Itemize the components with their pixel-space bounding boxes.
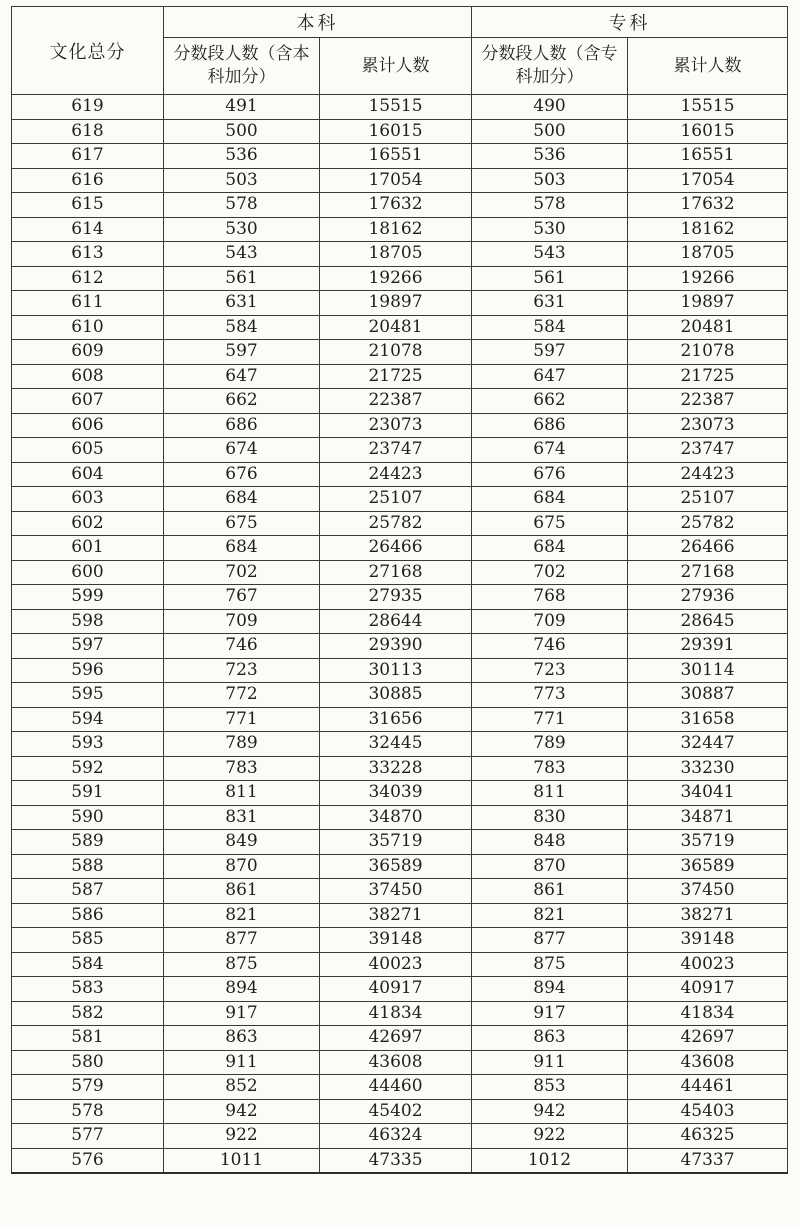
table-row: [12, 487, 788, 512]
zhuanke-cumulative-cell: 16015: [628, 119, 788, 144]
table-row: [12, 413, 788, 438]
benke-segment-cell: 578: [164, 193, 320, 218]
benke-segment-cell: 852: [164, 1075, 320, 1100]
benke-segment-cell: 676: [164, 462, 320, 487]
table-row: [12, 95, 788, 120]
benke-segment-cell: 584: [164, 315, 320, 340]
score-cell: 587: [12, 879, 164, 904]
zhuanke-cumulative-cell: 30114: [628, 658, 788, 683]
zhuanke-segment-cell: 676: [472, 462, 628, 487]
zhuanke-cumulative-cell: 15515: [628, 95, 788, 120]
benke-cumulative-cell: 43608: [320, 1050, 472, 1075]
zhuanke-cumulative-cell: 26466: [628, 536, 788, 561]
table-row: [12, 1099, 788, 1124]
zhuanke-segment-cell: 686: [472, 413, 628, 438]
score-cell: 593: [12, 732, 164, 757]
zhuanke-segment-cell: 863: [472, 1026, 628, 1051]
zhuanke-cumulative-cell: 23073: [628, 413, 788, 438]
benke-cumulative-cell: 34870: [320, 805, 472, 830]
table-row: [12, 781, 788, 806]
score-cell: 611: [12, 291, 164, 316]
benke-cumulative-cell: 47335: [320, 1148, 472, 1173]
zhuanke-segment-cell: 561: [472, 266, 628, 291]
zhuanke-cumulative-cell: 21725: [628, 364, 788, 389]
zhuanke-cumulative-cell: 28645: [628, 609, 788, 634]
score-cell: 590: [12, 805, 164, 830]
zhuanke-segment-cell: 768: [472, 585, 628, 610]
benke-cumulative-cell: 17632: [320, 193, 472, 218]
zhuanke-cumulative-cell: 25107: [628, 487, 788, 512]
score-cell: 594: [12, 707, 164, 732]
benke-segment-cell: 500: [164, 119, 320, 144]
table-row: [12, 438, 788, 463]
table-row: [12, 168, 788, 193]
table-row: [12, 903, 788, 928]
zhuanke-segment-cell: 709: [472, 609, 628, 634]
benke-cumulative-cell: 25782: [320, 511, 472, 536]
zhuanke-cumulative-cell: 43608: [628, 1050, 788, 1075]
benke-cumulative-cell: 21725: [320, 364, 472, 389]
benke-segment-cell: 543: [164, 242, 320, 267]
benke-cumulative-cell: 18162: [320, 217, 472, 242]
benke-segment-cell: 662: [164, 389, 320, 414]
zhuanke-segment-cell: 702: [472, 560, 628, 585]
header-row-top: [12, 7, 788, 38]
score-cell: 613: [12, 242, 164, 267]
benke-cumulative-cell: 19897: [320, 291, 472, 316]
zhuanke-cumulative-cell: 39148: [628, 928, 788, 953]
zhuanke-segment-cell: 853: [472, 1075, 628, 1100]
benke-segment-cell: 811: [164, 781, 320, 806]
score-cell: 610: [12, 315, 164, 340]
zhuanke-cumulative-cell: 18705: [628, 242, 788, 267]
score-cell: 585: [12, 928, 164, 953]
table-row: [12, 805, 788, 830]
zhuanke-cumulative-cell: 37450: [628, 879, 788, 904]
zhuanke-cumulative-cell: 34041: [628, 781, 788, 806]
zhuanke-segment-cell: 848: [472, 830, 628, 855]
benke-segment-cell: 861: [164, 879, 320, 904]
zhuanke-segment-cell: 647: [472, 364, 628, 389]
benke-segment-cell: 875: [164, 952, 320, 977]
table-row: [12, 1026, 788, 1051]
table-row: [12, 511, 788, 536]
benke-segment-cell: 684: [164, 487, 320, 512]
zhuanke-segment-cell: 811: [472, 781, 628, 806]
score-cell: 588: [12, 854, 164, 879]
table-row: [12, 879, 788, 904]
benke-cumulative-cell: 20481: [320, 315, 472, 340]
score-distribution-table: [11, 6, 788, 1174]
benke-cumulative-cell: 45402: [320, 1099, 472, 1124]
benke-cumulative-cell: 44460: [320, 1075, 472, 1100]
zhuanke-segment-cell: 894: [472, 977, 628, 1002]
table-row: [12, 1050, 788, 1075]
score-cell: 606: [12, 413, 164, 438]
score-cell: 609: [12, 340, 164, 365]
zhuanke-cumulative-cell: 41834: [628, 1001, 788, 1026]
table-row: [12, 683, 788, 708]
score-cell: 607: [12, 389, 164, 414]
benke-segment-cell: 863: [164, 1026, 320, 1051]
zhuanke-cumulative-cell: 20481: [628, 315, 788, 340]
benke-cumulative-cell: 30885: [320, 683, 472, 708]
score-cell: 617: [12, 144, 164, 169]
zhuanke-segment-cell: 631: [472, 291, 628, 316]
score-cell: 581: [12, 1026, 164, 1051]
benke-segment-cell: 849: [164, 830, 320, 855]
table-row: [12, 315, 788, 340]
zhuanke-segment-cell: 684: [472, 487, 628, 512]
zhuanke-segment-cell: 597: [472, 340, 628, 365]
zhuanke-segment-cell: 684: [472, 536, 628, 561]
header-score: 文化总分: [12, 7, 164, 95]
benke-cumulative-cell: 26466: [320, 536, 472, 561]
score-cell: 601: [12, 536, 164, 561]
zhuanke-cumulative-cell: 33230: [628, 756, 788, 781]
zhuanke-cumulative-cell: 21078: [628, 340, 788, 365]
benke-cumulative-cell: 40023: [320, 952, 472, 977]
score-cell: 582: [12, 1001, 164, 1026]
benke-segment-cell: 767: [164, 585, 320, 610]
score-cell: 578: [12, 1099, 164, 1124]
score-cell: 614: [12, 217, 164, 242]
benke-cumulative-cell: 28644: [320, 609, 472, 634]
benke-segment-cell: 877: [164, 928, 320, 953]
score-cell: 600: [12, 560, 164, 585]
table-row: [12, 952, 788, 977]
header-benke: 本科: [164, 7, 472, 38]
benke-segment-cell: 942: [164, 1099, 320, 1124]
benke-segment-cell: 870: [164, 854, 320, 879]
benke-segment-cell: 647: [164, 364, 320, 389]
score-cell: 577: [12, 1124, 164, 1149]
table-row: [12, 462, 788, 487]
benke-cumulative-cell: 39148: [320, 928, 472, 953]
score-cell: 599: [12, 585, 164, 610]
benke-cumulative-cell: 38271: [320, 903, 472, 928]
score-cell: 576: [12, 1148, 164, 1173]
score-cell: 592: [12, 756, 164, 781]
benke-cumulative-cell: 41834: [320, 1001, 472, 1026]
benke-segment-cell: 597: [164, 340, 320, 365]
table-row: [12, 928, 788, 953]
zhuanke-segment-cell: 662: [472, 389, 628, 414]
benke-segment-cell: 1011: [164, 1148, 320, 1173]
benke-segment-cell: 709: [164, 609, 320, 634]
zhuanke-segment-cell: 917: [472, 1001, 628, 1026]
score-cell: 619: [12, 95, 164, 120]
benke-segment-cell: 536: [164, 144, 320, 169]
score-cell: 584: [12, 952, 164, 977]
table-row: [12, 1148, 788, 1173]
table-row: [12, 217, 788, 242]
zhuanke-cumulative-cell: 32447: [628, 732, 788, 757]
table-header: [12, 7, 788, 95]
header-zhuanke-segment: 分数段人数（含专科加分）: [472, 38, 628, 95]
table-row: [12, 242, 788, 267]
benke-segment-cell: 561: [164, 266, 320, 291]
zhuanke-cumulative-cell: 40023: [628, 952, 788, 977]
benke-cumulative-cell: 31656: [320, 707, 472, 732]
score-cell: 586: [12, 903, 164, 928]
benke-cumulative-cell: 16551: [320, 144, 472, 169]
zhuanke-segment-cell: 490: [472, 95, 628, 120]
benke-segment-cell: 723: [164, 658, 320, 683]
zhuanke-segment-cell: 922: [472, 1124, 628, 1149]
table-row: [12, 536, 788, 561]
zhuanke-segment-cell: 536: [472, 144, 628, 169]
benke-cumulative-cell: 21078: [320, 340, 472, 365]
benke-cumulative-cell: 36589: [320, 854, 472, 879]
score-cell: 595: [12, 683, 164, 708]
zhuanke-segment-cell: 584: [472, 315, 628, 340]
header-zhuanke-cumulative: 累计人数: [628, 38, 788, 95]
benke-cumulative-cell: 27168: [320, 560, 472, 585]
table-row: [12, 756, 788, 781]
table-row: [12, 291, 788, 316]
table-row: [12, 364, 788, 389]
benke-cumulative-cell: 34039: [320, 781, 472, 806]
benke-cumulative-cell: 29390: [320, 634, 472, 659]
score-cell: 604: [12, 462, 164, 487]
zhuanke-cumulative-cell: 30887: [628, 683, 788, 708]
benke-cumulative-cell: 30113: [320, 658, 472, 683]
zhuanke-segment-cell: 783: [472, 756, 628, 781]
benke-segment-cell: 684: [164, 536, 320, 561]
zhuanke-cumulative-cell: 31658: [628, 707, 788, 732]
table-row: [12, 1124, 788, 1149]
zhuanke-segment-cell: 870: [472, 854, 628, 879]
benke-cumulative-cell: 46324: [320, 1124, 472, 1149]
score-cell: 616: [12, 168, 164, 193]
table-row: [12, 389, 788, 414]
header-benke-segment: 分数段人数（含本科加分）: [164, 38, 320, 95]
table-row: [12, 854, 788, 879]
score-cell: 597: [12, 634, 164, 659]
table-body: [12, 95, 788, 1174]
table-row: [12, 119, 788, 144]
zhuanke-segment-cell: 861: [472, 879, 628, 904]
zhuanke-cumulative-cell: 24423: [628, 462, 788, 487]
benke-cumulative-cell: 35719: [320, 830, 472, 855]
benke-cumulative-cell: 23073: [320, 413, 472, 438]
table-row: [12, 658, 788, 683]
zhuanke-segment-cell: 821: [472, 903, 628, 928]
benke-segment-cell: 771: [164, 707, 320, 732]
benke-cumulative-cell: 25107: [320, 487, 472, 512]
score-cell: 603: [12, 487, 164, 512]
zhuanke-cumulative-cell: 45403: [628, 1099, 788, 1124]
zhuanke-segment-cell: 877: [472, 928, 628, 953]
benke-segment-cell: 746: [164, 634, 320, 659]
score-cell: 589: [12, 830, 164, 855]
score-distribution-sheet: [11, 6, 787, 1220]
score-cell: 580: [12, 1050, 164, 1075]
zhuanke-cumulative-cell: 22387: [628, 389, 788, 414]
zhuanke-cumulative-cell: 44461: [628, 1075, 788, 1100]
benke-cumulative-cell: 32445: [320, 732, 472, 757]
benke-cumulative-cell: 18705: [320, 242, 472, 267]
benke-cumulative-cell: 23747: [320, 438, 472, 463]
zhuanke-cumulative-cell: 47337: [628, 1148, 788, 1173]
zhuanke-segment-cell: 530: [472, 217, 628, 242]
score-cell: 583: [12, 977, 164, 1002]
zhuanke-cumulative-cell: 27168: [628, 560, 788, 585]
zhuanke-cumulative-cell: 35719: [628, 830, 788, 855]
table-row: [12, 634, 788, 659]
table-row: [12, 609, 788, 634]
zhuanke-cumulative-cell: 36589: [628, 854, 788, 879]
zhuanke-segment-cell: 500: [472, 119, 628, 144]
benke-cumulative-cell: 37450: [320, 879, 472, 904]
zhuanke-segment-cell: 771: [472, 707, 628, 732]
score-cell: 605: [12, 438, 164, 463]
benke-cumulative-cell: 24423: [320, 462, 472, 487]
score-cell: 596: [12, 658, 164, 683]
table-row: [12, 1001, 788, 1026]
zhuanke-cumulative-cell: 27936: [628, 585, 788, 610]
table-row: [12, 585, 788, 610]
benke-segment-cell: 675: [164, 511, 320, 536]
benke-segment-cell: 894: [164, 977, 320, 1002]
header-benke-cumulative: 累计人数: [320, 38, 472, 95]
score-cell: 615: [12, 193, 164, 218]
score-cell: 608: [12, 364, 164, 389]
zhuanke-segment-cell: 675: [472, 511, 628, 536]
zhuanke-cumulative-cell: 38271: [628, 903, 788, 928]
benke-segment-cell: 922: [164, 1124, 320, 1149]
benke-cumulative-cell: 22387: [320, 389, 472, 414]
header-zhuanke: 专科: [472, 7, 788, 38]
table-row: [12, 144, 788, 169]
score-cell: 598: [12, 609, 164, 634]
benke-segment-cell: 789: [164, 732, 320, 757]
benke-segment-cell: 772: [164, 683, 320, 708]
zhuanke-segment-cell: 911: [472, 1050, 628, 1075]
benke-segment-cell: 831: [164, 805, 320, 830]
score-cell: 602: [12, 511, 164, 536]
zhuanke-cumulative-cell: 19266: [628, 266, 788, 291]
zhuanke-cumulative-cell: 16551: [628, 144, 788, 169]
table-row: [12, 977, 788, 1002]
zhuanke-segment-cell: 723: [472, 658, 628, 683]
table-row: [12, 830, 788, 855]
zhuanke-cumulative-cell: 34871: [628, 805, 788, 830]
zhuanke-segment-cell: 674: [472, 438, 628, 463]
zhuanke-segment-cell: 773: [472, 683, 628, 708]
zhuanke-segment-cell: 503: [472, 168, 628, 193]
score-cell: 579: [12, 1075, 164, 1100]
table-row: [12, 266, 788, 291]
benke-segment-cell: 821: [164, 903, 320, 928]
table-row: [12, 340, 788, 365]
benke-segment-cell: 530: [164, 217, 320, 242]
zhuanke-segment-cell: 746: [472, 634, 628, 659]
benke-cumulative-cell: 15515: [320, 95, 472, 120]
score-cell: 618: [12, 119, 164, 144]
score-cell: 612: [12, 266, 164, 291]
table-row: [12, 193, 788, 218]
zhuanke-cumulative-cell: 29391: [628, 634, 788, 659]
benke-cumulative-cell: 17054: [320, 168, 472, 193]
table-row: [12, 560, 788, 585]
zhuanke-cumulative-cell: 42697: [628, 1026, 788, 1051]
score-cell: 591: [12, 781, 164, 806]
zhuanke-segment-cell: 830: [472, 805, 628, 830]
zhuanke-segment-cell: 1012: [472, 1148, 628, 1173]
benke-cumulative-cell: 16015: [320, 119, 472, 144]
zhuanke-cumulative-cell: 23747: [628, 438, 788, 463]
benke-segment-cell: 491: [164, 95, 320, 120]
zhuanke-cumulative-cell: 46325: [628, 1124, 788, 1149]
benke-cumulative-cell: 19266: [320, 266, 472, 291]
table-row: [12, 732, 788, 757]
benke-segment-cell: 783: [164, 756, 320, 781]
benke-cumulative-cell: 42697: [320, 1026, 472, 1051]
table-row: [12, 1075, 788, 1100]
benke-segment-cell: 686: [164, 413, 320, 438]
benke-segment-cell: 917: [164, 1001, 320, 1026]
table-row: [12, 707, 788, 732]
zhuanke-cumulative-cell: 18162: [628, 217, 788, 242]
benke-cumulative-cell: 27935: [320, 585, 472, 610]
zhuanke-cumulative-cell: 25782: [628, 511, 788, 536]
zhuanke-segment-cell: 942: [472, 1099, 628, 1124]
benke-segment-cell: 702: [164, 560, 320, 585]
zhuanke-cumulative-cell: 40917: [628, 977, 788, 1002]
zhuanke-cumulative-cell: 17054: [628, 168, 788, 193]
benke-segment-cell: 631: [164, 291, 320, 316]
benke-cumulative-cell: 33228: [320, 756, 472, 781]
benke-segment-cell: 674: [164, 438, 320, 463]
benke-segment-cell: 911: [164, 1050, 320, 1075]
benke-cumulative-cell: 40917: [320, 977, 472, 1002]
zhuanke-segment-cell: 543: [472, 242, 628, 267]
zhuanke-cumulative-cell: 17632: [628, 193, 788, 218]
zhuanke-segment-cell: 875: [472, 952, 628, 977]
benke-segment-cell: 503: [164, 168, 320, 193]
zhuanke-cumulative-cell: 19897: [628, 291, 788, 316]
zhuanke-segment-cell: 789: [472, 732, 628, 757]
zhuanke-segment-cell: 578: [472, 193, 628, 218]
